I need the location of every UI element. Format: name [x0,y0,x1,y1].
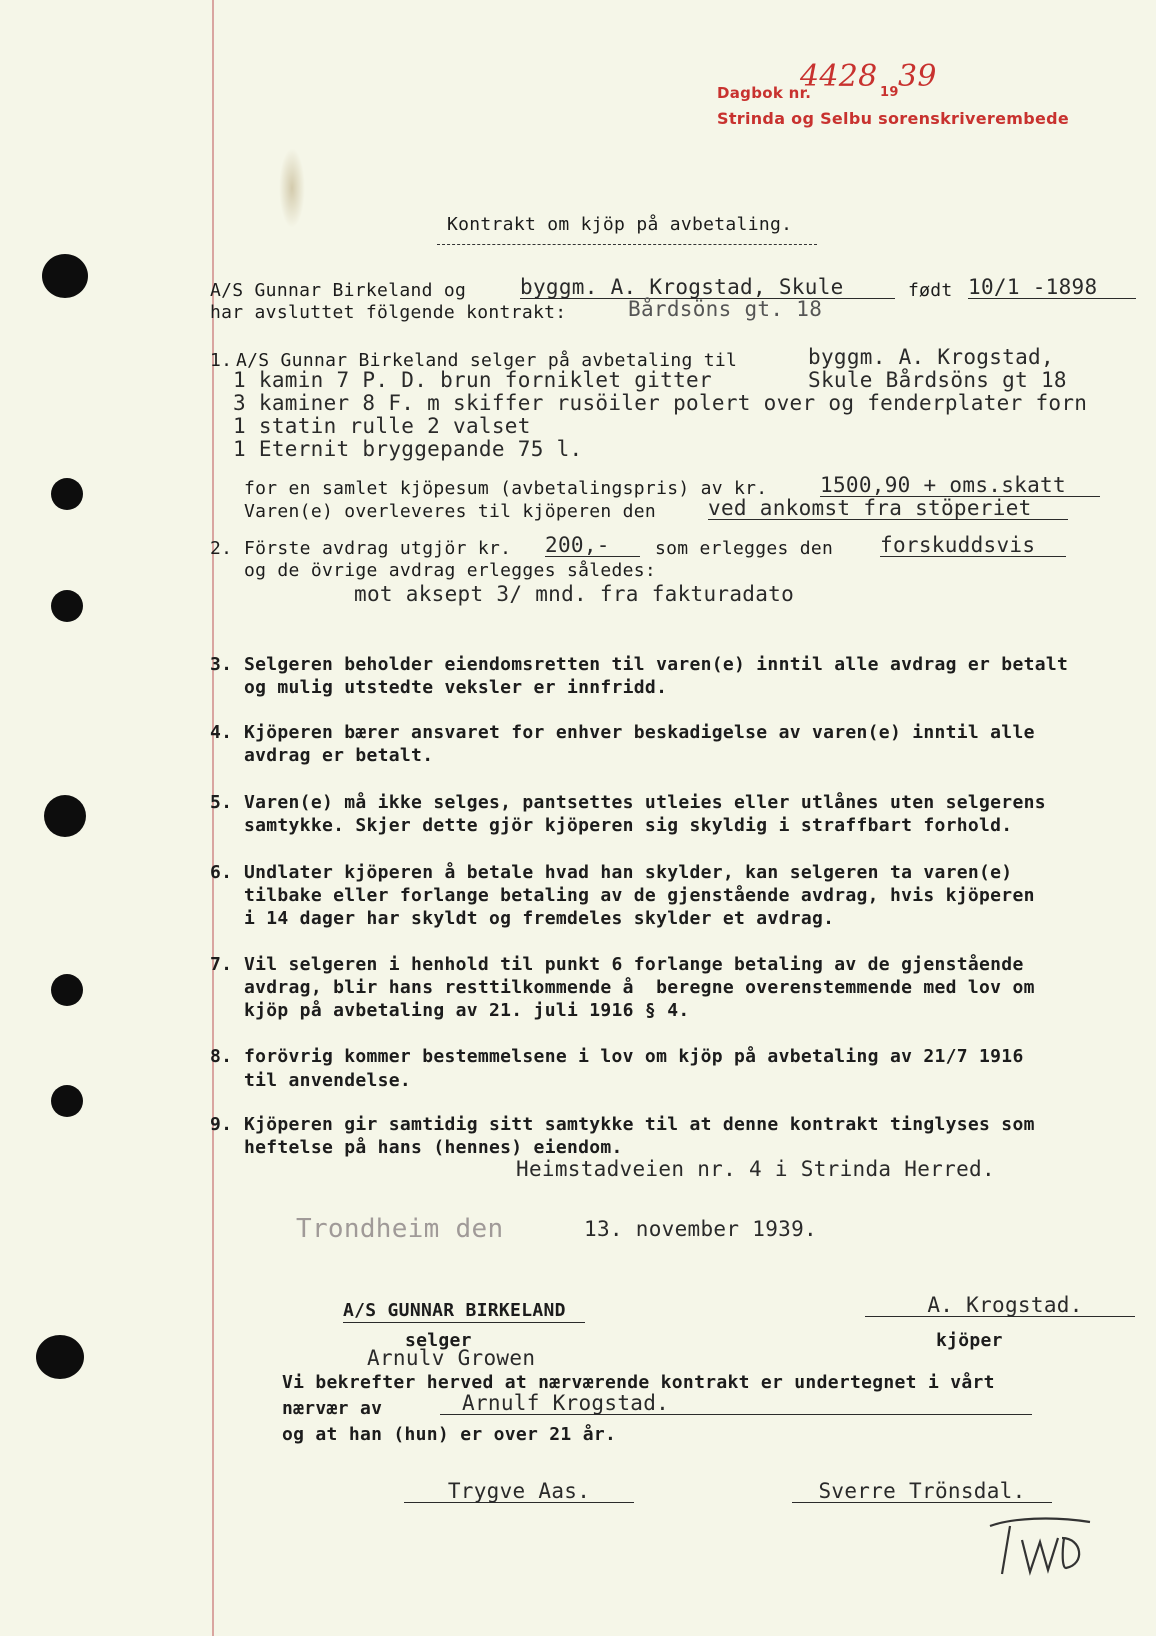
header-address: Bårdsöns gt. 18 [628,297,823,321]
clause1-item: 1 statin rulle 2 valset [233,414,531,438]
stamp-dagbok-label: Dagbok nr. [717,84,812,102]
document-title: Kontrakt om kjöp på avbetaling. [447,214,793,235]
delivery-value: ved ankomst fra stöperiet [708,497,1068,520]
clause-line: heftelse på hans (hennes) eiendom. [244,1137,623,1158]
clause-line: Undlater kjöperen å betale hvad han skylder, kan selgeren ta varen(e) [244,862,1013,883]
clause2-text-b: som erlegges den [655,538,834,559]
clause-line: Kjöperen bærer ansvaret for enhver beskadigelse av varen(e) inntil alle [244,722,1035,743]
clause-line: i 14 dager har skyldt og fremdeles skylder et avdrag. [244,908,835,929]
header-line2: har avsluttet fölgende kontrakt: [210,302,567,323]
buyer-signature: A. Krogstad. [865,1294,1135,1317]
clause-line: kjöp på avbetaling av 21. juli 1916 § 4. [244,1000,690,1021]
header-born-date: 10/1 -1898 [968,276,1136,299]
clause-line: forövrig kommer bestemmelsene i lov om kjöp på avbetaling av 21/7 1916 [244,1046,1024,1067]
clause-num: 6. [210,862,233,883]
header-born-label: født [908,280,953,301]
margin-rule [212,0,214,1636]
contract-date: 13. november 1939. [584,1217,817,1241]
seller-name: A/S GUNNAR BIRKELAND [343,1300,566,1321]
clause1-item: 1 kamin 7 P. D. brun forniklet gitter [233,368,712,392]
clause-line: Kjöperen gir samtidig sitt samtykke til at denne kontrakt tinglyses som [244,1114,1035,1135]
clause-line: Selgeren beholder eiendomsretten til varen(e) inntil alle avdrag er betalt [244,654,1069,675]
delivery-label: Varen(e) overleveres til kjöperen den [244,501,657,522]
clause2-terms: mot aksept 3/ mnd. fra fakturadato [354,582,795,606]
seller-label: selger [405,1330,472,1351]
header-buyer: byggm. A. Krogstad, Skule [520,276,895,299]
buyer-label: kjöper [936,1330,1003,1351]
seller-signature: Arnulv Growen [367,1346,536,1370]
clause-line: til anvendelse. [244,1070,412,1091]
clause1-to: byggm. A. Krogstad, [808,345,1054,369]
clause1-num: 1. [210,350,233,371]
clause-num: 4. [210,722,233,743]
clause-line: tilbake eller forlange betaling av de gjenstående avdrag, hvis kjöperen [244,885,1035,906]
clause2-when: forskuddsvis [880,534,1066,557]
punch-hole [51,1085,83,1117]
clause-line: samtykke. Skjer dette gjör kjöperen sig skyldig i straffbart forhold. [244,815,1013,836]
punch-hole [42,254,88,298]
paper-stain [279,148,305,228]
clause-num: 3. [210,654,233,675]
price-value: 1500,90 + oms.skatt [820,474,1100,497]
clause2-num: 2. [210,538,233,559]
clause2-text-a: Förste avdrag utgjör kr. [244,538,512,559]
clause-num: 8. [210,1046,233,1067]
header-seller: A/S Gunnar Birkeland og [210,280,467,301]
stamp-year-prefix: 19 [880,85,899,100]
witness2-signature: Sverre Trönsdal. [792,1480,1052,1503]
clause1-item: 1 Eternit bryggepande 75 l. [233,437,583,461]
property-address: Heimstadveien nr. 4 i Strinda Herred. [516,1157,995,1181]
clause-line: Vil selgeren i henhold til punkt 6 forlange betaling av de gjenstående [244,954,1024,975]
clause2-line2: og de övrige avdrag erlegges således: [244,560,657,581]
clause-line: avdrag er betalt. [244,745,434,766]
place-label: Trondheim den [296,1214,504,1244]
punch-hole [36,1335,84,1379]
clause1-item: 3 kaminer 8 F. m skiffer rusöiler polert over og fenderplater forn [233,391,1088,415]
punch-hole [44,795,86,837]
punch-hole [51,478,83,510]
witness1-signature: Trygve Aas. [404,1480,634,1503]
punch-hole [51,974,83,1006]
title-underline [437,244,817,245]
clause-num: 9. [210,1114,233,1135]
clause-line: Varen(e) må ikke selges, pantsettes utleies eller utlånes uten selgerens [244,792,1046,813]
witness-buyer-name: Arnulf Krogstad. [440,1392,1032,1415]
seller-name-underline [343,1322,585,1323]
clause-line: avdrag, blir hans resttilkommende å beregne overenstemmende med lov om [244,977,1035,998]
stamp-dagbok-number: 4428 [800,59,878,94]
price-label: for en samlet kjöpesum (avbetalingspris) av kr. [244,478,768,499]
clause-num: 7. [210,954,233,975]
witness-line2-label: nærvær av [282,1398,383,1419]
clause-num: 5. [210,792,233,813]
clause2-amount: 200,- [545,534,640,557]
witness-line3: og at han (hun) er over 21 år. [282,1424,617,1445]
initials-mark [982,1512,1098,1584]
clause1-to-address: Skule Bårdsöns gt 18 [808,368,1067,392]
stamp-office: Strinda og Selbu sorenskriverembede [717,109,1070,128]
stamp-year-suffix: 39 [898,59,937,94]
punch-hole [51,590,83,622]
witness-line1: Vi bekrefter herved at nærværende kontrakt er undertegnet i vårt [282,1372,995,1393]
clause1-lead: A/S Gunnar Birkeland selger på avbetaling til [236,350,738,371]
clause-line: og mulig utstedte veksler er innfridd. [244,677,668,698]
